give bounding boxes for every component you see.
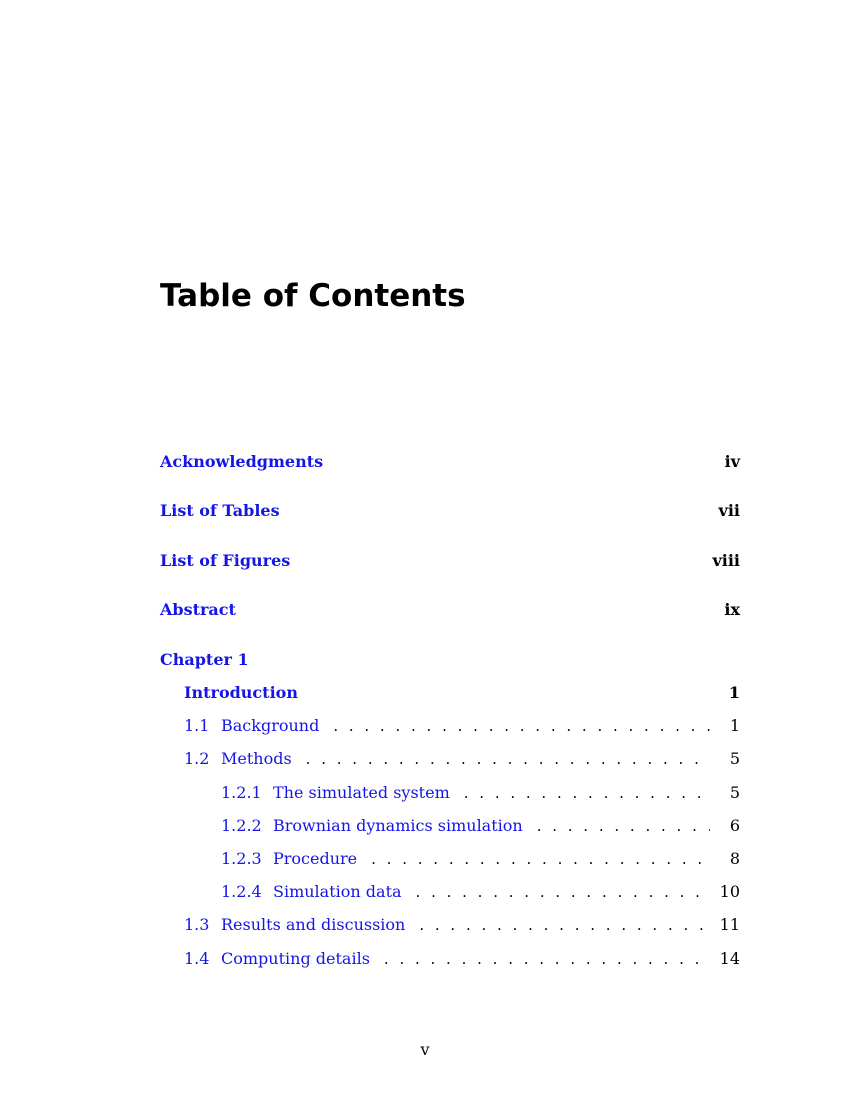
toc-page-number: 11 — [719, 915, 740, 934]
toc-page-number: ix — [724, 600, 740, 619]
toc-link-list-of-figures[interactable]: List of Figures — [160, 551, 291, 570]
section-label: Simulation data — [273, 882, 402, 901]
toc-link-list-of-tables[interactable]: List of Tables — [160, 501, 280, 520]
toc-chapter-heading — [160, 649, 740, 671]
section-number: 1.2.1 — [221, 783, 262, 802]
toc-link-subsection[interactable] — [221, 848, 357, 870]
section-number: 1.2.2 — [221, 816, 262, 835]
toc-page-number: vii — [718, 501, 740, 520]
toc-entry-section — [184, 948, 740, 970]
toc-link-section[interactable] — [184, 948, 370, 970]
dot-leader — [464, 782, 710, 804]
toc-link-chapter-1[interactable]: Chapter 1 — [160, 650, 249, 669]
dot-leader — [416, 881, 710, 903]
toc-page-number: viii — [712, 551, 740, 570]
toc-entry-acknowledgments — [160, 451, 740, 473]
toc-entry-subsection — [221, 881, 740, 903]
section-number: 1.2.4 — [221, 882, 262, 901]
toc-entry-subsection — [221, 782, 740, 804]
dot-leader — [419, 914, 709, 936]
toc-entry-introduction — [184, 682, 740, 704]
section-label: Brownian dynamics simulation — [273, 816, 523, 835]
dot-leader — [333, 715, 710, 737]
section-label: Background — [221, 716, 320, 735]
toc-page-number: 6 — [729, 816, 740, 835]
section-label: Computing details — [221, 949, 370, 968]
toc-link-subsection[interactable] — [221, 881, 402, 903]
section-number: 1.2 — [184, 749, 210, 768]
section-number: 1.3 — [184, 915, 210, 934]
toc-entry-section — [184, 748, 740, 770]
toc-entry-list-of-figures — [160, 550, 740, 572]
toc-page-number: 8 — [729, 849, 740, 868]
toc-entry-subsection — [221, 815, 740, 837]
toc-page-number: iv — [724, 452, 740, 471]
toc-page-number: 1 — [729, 716, 740, 735]
toc-link-abstract[interactable]: Abstract — [160, 600, 236, 619]
section-label: The simulated system — [273, 783, 450, 802]
section-label: Procedure — [273, 849, 358, 868]
toc-entry-section — [184, 715, 740, 737]
toc-page-number: 5 — [729, 783, 740, 802]
toc-link-acknowledgments[interactable]: Acknowledgments — [160, 452, 324, 471]
toc-entry-section — [184, 914, 740, 936]
section-number: 1.4 — [184, 949, 210, 968]
toc-page-number: 10 — [719, 882, 740, 901]
dot-leader — [371, 848, 710, 870]
dot-leader — [537, 815, 710, 837]
toc-link-section[interactable] — [184, 748, 292, 770]
toc-page-number: 5 — [729, 749, 740, 768]
toc-entry-subsection — [221, 848, 740, 870]
toc-link-subsection[interactable] — [221, 782, 450, 804]
footer-page-number: v — [420, 1040, 430, 1059]
dot-leader — [306, 748, 710, 770]
toc-entry-list-of-tables — [160, 500, 740, 522]
toc-link-introduction[interactable]: Introduction — [184, 683, 298, 702]
toc-link-subsection[interactable] — [221, 815, 523, 837]
section-label: Results and discussion — [221, 915, 406, 934]
section-number: 1.1 — [184, 716, 210, 735]
page-title: Table of Contents — [160, 278, 466, 314]
dot-leader — [384, 948, 710, 970]
toc-page-number: 14 — [719, 949, 740, 968]
toc-entry-abstract — [160, 599, 740, 621]
section-number: 1.2.3 — [221, 849, 262, 868]
toc-link-section[interactable] — [184, 715, 319, 737]
toc-page-number: 1 — [728, 683, 740, 702]
section-label: Methods — [221, 749, 292, 768]
toc-link-section[interactable] — [184, 914, 405, 936]
